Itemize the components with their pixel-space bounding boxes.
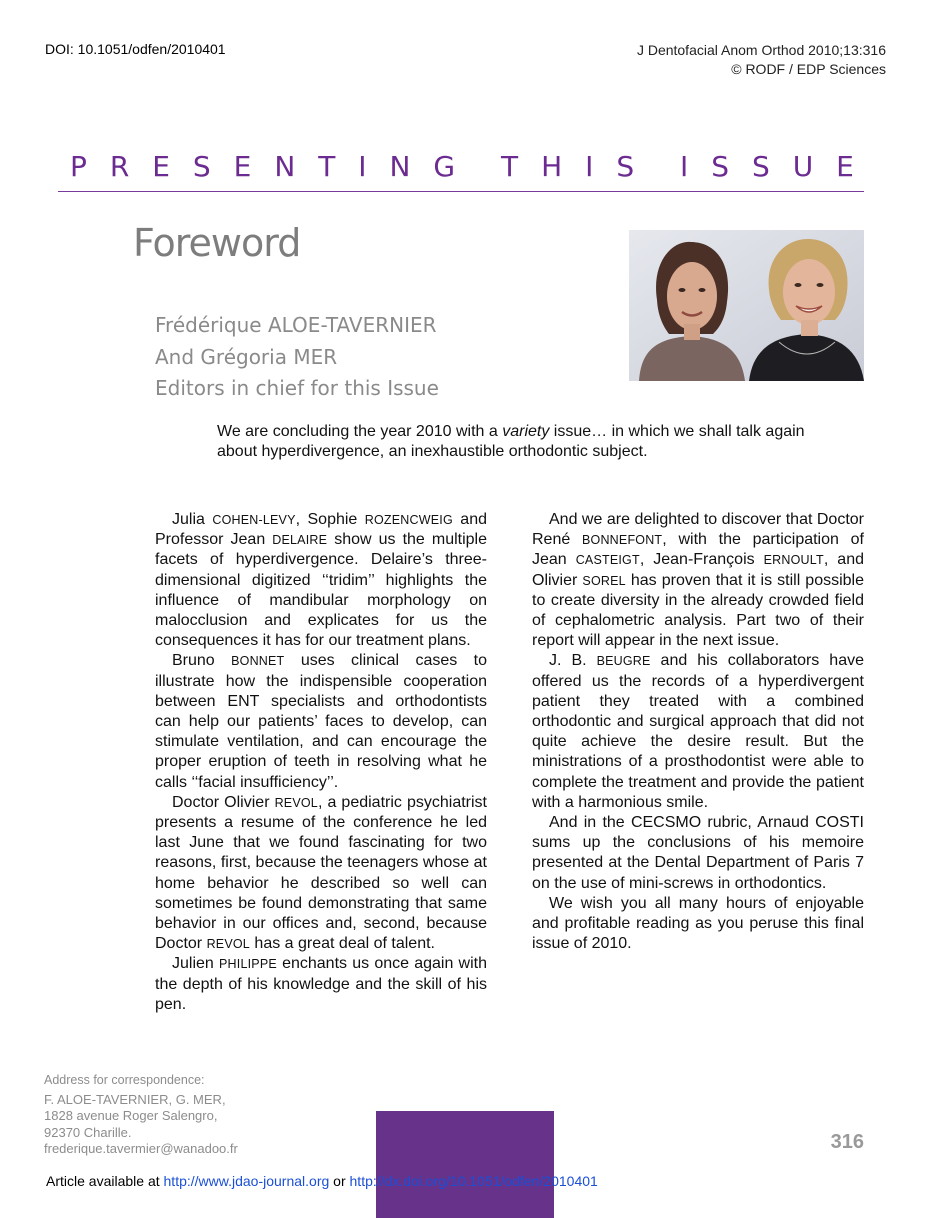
text-run: Bruno	[172, 652, 232, 670]
author-name: SOREL	[582, 573, 626, 588]
text-run: And we are delighted to discover that Doctor René	[532, 511, 864, 549]
editors-role: Editors in chief for this Issue	[155, 376, 439, 400]
correspondence-line: F. ALOE-TAVERNIER, G. MER,	[44, 1091, 226, 1107]
paragraph	[155, 793, 487, 955]
heading-letter: T	[501, 150, 519, 183]
doi-label: DOI: 10.1051/odfen/2010401	[45, 41, 226, 57]
author-name: DELAIRE	[272, 533, 328, 548]
text-run: Julien	[172, 955, 220, 973]
author-name: CASTEIGT	[575, 553, 640, 568]
paragraph	[532, 651, 864, 813]
correspondence-label: Address for correspondence:	[44, 1073, 205, 1087]
paragraph: We wish you all many hours of enjoyable and profitable reading as you peruse this final issue of 2010.	[532, 894, 864, 953]
heading-letter: S	[192, 150, 211, 183]
availability-prefix: Article available at	[46, 1173, 164, 1189]
author-name: ERNOULT	[763, 553, 824, 568]
correspondence-email: frederique.tavermier@wanadoo.fr	[44, 1141, 238, 1156]
author-name: BEUGRE	[596, 654, 651, 669]
right-column	[532, 510, 864, 954]
heading-letter: I	[585, 150, 594, 183]
heading-letter: S	[616, 150, 635, 183]
author-name: REVOL	[206, 937, 250, 952]
author-name: REVOL	[274, 795, 318, 810]
author-name: PHILIPPE	[219, 957, 277, 972]
text-run: has proven that it is still possible to create diversity in the already crowded field of cephalometric analysis. Part two of their report will appear in the next issue.	[532, 571, 865, 650]
heading-letter: E	[233, 150, 252, 183]
intro-text-after: issue… in which we shall talk again about hyperdivergence, an inexhaustible orthodontic subject.	[217, 423, 805, 460]
text-run: Doctor Olivier	[172, 793, 275, 811]
section-heading	[58, 150, 864, 192]
author-name: COHEN-LEVY	[212, 513, 296, 527]
journal-reference	[637, 41, 886, 79]
author-name: BONNET	[231, 654, 285, 669]
article-availability	[46, 1173, 598, 1189]
page-number: 316	[830, 1131, 864, 1153]
paragraph	[155, 510, 487, 651]
copyright-line: © RODF / EDP Sciences	[731, 61, 886, 77]
paragraph	[155, 651, 487, 792]
editor-name-1: Frédérique ALOE-TAVERNIER	[155, 313, 437, 337]
article-title: Foreword	[133, 221, 301, 265]
correspondence-line: 92370 Charille.	[44, 1124, 132, 1140]
heading-letter: E	[152, 150, 170, 183]
intro-paragraph	[217, 422, 817, 462]
editor-name-2: And Grégoria MER	[155, 344, 338, 369]
editors-block	[155, 310, 439, 405]
intro-emphasis: variety	[502, 423, 550, 440]
doi-link[interactable]: http://dx.doi.org/10.1051/odfen/2010401	[349, 1173, 598, 1189]
journal-link[interactable]: http://www.jdao-journal.org	[163, 1173, 330, 1189]
text-run: , and Olivier	[532, 551, 864, 589]
heading-letter: N	[274, 150, 296, 183]
correspondence-address	[44, 1072, 238, 1158]
author-name: ROZENCWEIG	[364, 513, 453, 527]
text-run: and Professor Jean	[155, 511, 488, 549]
availability-middle: or	[329, 1173, 350, 1189]
journal-citation: J Dentofacial Anom Orthod 2010;13:316	[636, 42, 886, 58]
editors-photo-illustration	[629, 230, 864, 381]
heading-letter: I	[358, 150, 367, 183]
heading-letter: S	[751, 150, 770, 183]
heading-letter: G	[433, 150, 456, 183]
text-run: has a great deal of talent.	[249, 935, 435, 953]
heading-letter: H	[541, 150, 563, 183]
heading-letter: S	[711, 150, 729, 183]
text-run: J. B.	[549, 652, 597, 670]
author-name: BONNEFONT	[582, 533, 663, 548]
heading-letter: I	[680, 150, 689, 183]
editors-photo	[629, 230, 864, 381]
text-run: , Sophie	[295, 511, 365, 528]
paragraph: And in the CECSMO rubric, Arnaud COSTI sums up the conclusions of his memoire presented at the Dental Department of Paris 7 on the use of mini-screws in orthodontics.	[532, 814, 864, 892]
text-run: enchants us once again with the depth of his knowledge and the skill of his pen.	[155, 955, 488, 1013]
text-run: Julia	[172, 511, 213, 528]
heading-letter: U	[792, 150, 814, 183]
correspondence-line: 1828 avenue Roger Salengro,	[44, 1108, 218, 1123]
text-run: uses clinical cases to illustrate how the indispensible cooperation between ENT specialists and orthodontists can help our patients’ faces to develop, can stimulate ventilation, and can encourage the proper eruption of teeth in resolving what he calls ‘‘facial insufficiency’’.	[155, 652, 488, 791]
text-run: show us the multiple facets of hyperdivergence. Delaire’s three-dimensional digitized ‘‘tridim’’ highlights the influence of mandibular morphology on malocclusion and explicates for us the consequences it has for our treatment plans.	[155, 531, 487, 650]
paragraph	[532, 510, 864, 651]
heading-letter: P	[70, 150, 87, 183]
text-run: , a pediatric psychiatrist presents a resume of the conference he led last June that we found fascinating for two reasons, first, because the teenagers whose at home behavior he described so well can sometimes be found demonstrating that same behavior in our offices and, second, because Doctor	[155, 793, 487, 953]
heading-letter: E	[836, 150, 854, 183]
text-run: , Jean-François	[639, 551, 764, 569]
text-run: and his collaborators have offered us the records of a hyperdivergent patient they treated with a combined orthodontic and surgical approach that did not quite achieve the desire result. But the ministrations of a prosthodontist were able to complete the treatment and provide the patient with a harmonious smile.	[532, 652, 864, 811]
heading-letter: R	[109, 150, 130, 183]
heading-letter: N	[389, 150, 411, 183]
text-run: , with the participation of Jean	[532, 531, 864, 569]
paragraph	[155, 954, 487, 1015]
decorative-purple-block	[376, 1111, 554, 1218]
heading-letter: T	[318, 150, 336, 183]
left-column	[155, 510, 487, 1015]
intro-text-before: We are concluding the year 2010 with a	[217, 423, 503, 440]
